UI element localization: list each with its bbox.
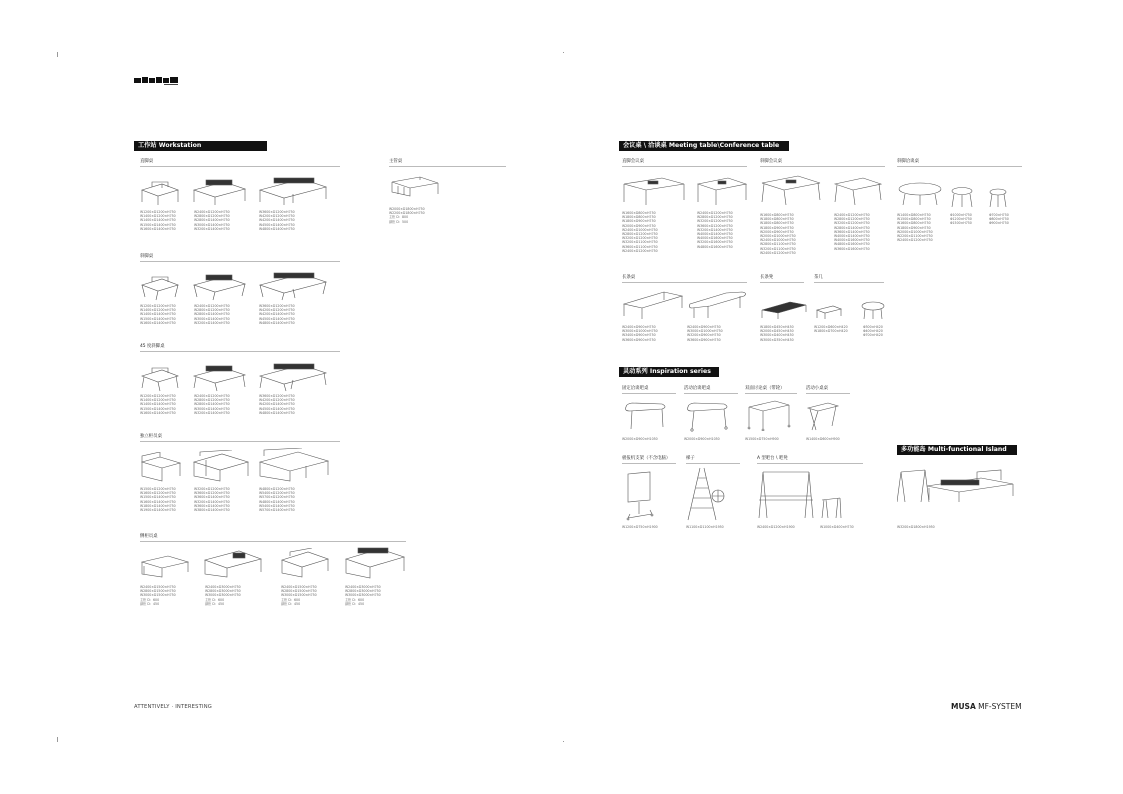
spec-list: W3600×D1200×H750 W4200×D1200×H750 W4200×D1400×H750 W4500×D1400×H750 W4800×D1400×H750: [259, 394, 295, 415]
category-label: 斜脚桌: [140, 254, 154, 259]
spec-list: Φ700×H750 Φ800×H750 Φ900×H750: [989, 213, 1009, 226]
spec-list: W1500×D1200×H750 W1600×D1200×H750 W1500×D1400×H750 W1600×D1400×H750 W1800×D1400×H750 W1900×D1400×H750: [140, 487, 176, 512]
divider: [622, 166, 747, 167]
crop-mark: [57, 52, 58, 57]
crop-mark: [563, 52, 564, 53]
coffee-table-illustration: [860, 301, 886, 321]
island-illustration: [897, 468, 1017, 504]
bar-table-illustration: [684, 397, 732, 433]
desk-illustration: [140, 364, 180, 392]
spec-list: W2400×D1200×H750 W2800×D1200×H750 W3200×D1200×H750 W2800×D1400×H750 W3600×D1400×H750 W4000×D1400×H750 W4000×D1600×H750 W4800×D1600×H750 W3600×D1600×H750: [834, 213, 870, 251]
round-table-illustration: [950, 186, 974, 208]
divider: [140, 441, 340, 442]
spec-list: W2400×D1200×H750 W2800×D1200×H750 W2800×D1400×H750 W3000×D1400×H750 W3200×D1400×H750: [194, 394, 230, 415]
section-title-inspiration: 灵动系列 Inspiration series: [619, 367, 719, 377]
section-title-meeting: 会议桌 \ 洽谈桌 Meeting table\Conference table: [619, 141, 789, 151]
divider: [622, 282, 747, 283]
spec-list: W1200×D600×H420 W1800×D700×H420: [814, 325, 848, 334]
spec-list: W1200×D750×H1900: [622, 525, 658, 529]
discussion-table-illustration: [745, 397, 791, 431]
category-label: A 型吧台 \ 吧凳: [757, 456, 788, 461]
spec-list: W1400×D600×H900: [806, 437, 840, 441]
bench-illustration: [760, 296, 808, 320]
category-label: 板报机支架（不含电脑）: [622, 456, 671, 461]
spec-list: W1600×D800×H750 W1800×D800×H750 W1800×D800×H750 W1800×D900×H750 W2000×D900×H750 W2000×D1000×H750 W2400×D1000×H750 W2800×D1100×H750 W3200×D1100×H750 W2400×D1200×H750: [760, 213, 796, 255]
spec-list: W3600×D1200×H750 W4200×D1200×H750 W4200×D1400×H750 W4500×D1400×H750 W4800×D1400×H750: [259, 304, 295, 325]
spec-list: W1200×D1200×H750 W1400×D1200×H750 W1400×D1400×H750 W1500×D1400×H750 W1600×D1400×H750: [140, 210, 176, 231]
coffee-table-illustration: [815, 304, 843, 320]
category-label: 长条凳: [760, 275, 774, 280]
category-label: 活动小桌桌: [806, 386, 828, 391]
category-label: 侧柜员桌: [140, 534, 158, 539]
section-title-workstation: 工作站 Workstation: [134, 141, 267, 151]
divider: [622, 463, 676, 464]
category-label: 双面讨论桌（带轮）: [745, 386, 785, 391]
desk-illustration: [258, 448, 330, 482]
spec-list: W2400×D1200×H1900: [757, 525, 795, 529]
divider: [140, 166, 340, 167]
desk-illustration: [203, 548, 263, 578]
meeting-table-illustration: [760, 174, 822, 206]
spec-list: W2400×D3000×H750 W2800×D3000×H750 W3000×D3000×H750 主柜 D：600 副柜 D：450: [345, 585, 381, 606]
crop-mark: [563, 741, 564, 742]
category-label: 45 度斜脚桌: [140, 344, 165, 349]
category-label: 直脚会议桌: [622, 159, 644, 164]
spec-list: W2400×D1500×H750 W2800×D1500×H750 W3000×D1500×H750 主柜 D：600 副柜 D：450: [140, 585, 176, 606]
category-label: 长条桌: [622, 275, 636, 280]
desk-illustration: [140, 178, 180, 206]
category-label: 直脚桌: [140, 159, 154, 164]
desk-illustration: [344, 545, 406, 579]
spec-list: W1100×D1100×H1950: [686, 525, 724, 529]
divider: [140, 351, 340, 352]
divider: [140, 261, 340, 262]
category-label: 茶几: [814, 275, 823, 280]
category-label: 活动洽谈吧桌: [684, 386, 711, 391]
divider: [760, 282, 804, 283]
spec-list: W1200×D1200×H750 W1400×D1200×H750 W1400×D1400×H750 W1500×D1400×H750 W1600×D1400×H750: [140, 394, 176, 415]
divider: [686, 463, 740, 464]
spec-list: W2400×D3000×H750 W2800×D3000×H750 W3000×D3000×H750 主柜 D：600 副柜 D：450: [205, 585, 241, 606]
long-table-illustration: [622, 290, 684, 320]
divider: [897, 166, 1022, 167]
spec-list: W1600×D800×H750 W1800×D800×H750 W1800×D900×H750 W2000×D900×H750 W2400×D1000×H750 W2800×D1200×H750 W3200×D1200×H750 W3200×D1100×H750 W3600×D1100×H750 W2400×D1200×H750: [622, 211, 658, 253]
divider: [806, 393, 850, 394]
spec-list: W2000×D1800×H750 W2200×D1800×H750 主柜 D：800 副柜 D：500: [389, 207, 425, 224]
divider: [760, 166, 885, 167]
desk-illustration: [192, 271, 247, 301]
desk-illustration: [192, 450, 250, 482]
ladder-illustration: [686, 466, 728, 522]
divider: [814, 282, 884, 283]
spec-list: W1500×D750×H900: [745, 437, 779, 441]
board-stand-illustration: [624, 470, 656, 522]
spec-list: W3600×D1200×H750 W4200×D1200×H750 W4200×D1400×H750 W4500×D1400×H750 W4800×D1400×H750: [259, 210, 295, 231]
desk-illustration: [140, 452, 182, 482]
category-label: 梯子: [686, 456, 695, 461]
spec-list: Φ1000×H750 Φ1200×H750 Φ1500×H750: [950, 213, 972, 226]
category-label: 主管桌: [389, 159, 403, 164]
spec-list: W2400×D1500×H750 W2800×D1500×H750 W3000×D1500×H750 主柜 D：600 副柜 D：450: [281, 585, 317, 606]
spec-list: W3200×D1200×H750 W3600×D1200×H750 W3600×D1400×H750 W3200×D1400×H750 W3600×D1400×H750 W3800×D1400×H750: [194, 487, 230, 512]
divider: [684, 393, 738, 394]
small-table-illustration: [806, 400, 840, 432]
desk-illustration: [390, 174, 440, 198]
footer-brand: [951, 702, 1022, 711]
round-table-illustration: [988, 187, 1008, 208]
divider: [745, 393, 797, 394]
long-table-illustration: [686, 290, 748, 320]
brand-series: MF-SYSTEM: [975, 702, 1022, 711]
bar-table-illustration: [622, 397, 670, 431]
desk-illustration: [258, 269, 328, 301]
meeting-table-illustration: [622, 176, 686, 206]
spec-list: W2400×D900×H750 W3000×D1000×H750 W3400×D900×H750 W3600×D900×H750: [622, 325, 658, 342]
category-label: 斜脚洽谈桌: [897, 159, 919, 164]
spec-list: W4800×D1200×H750 W5400×D1200×H750 W5700×D1200×H750 W4800×D1400×H750 W5400×D1400×H750 W5700×D1400×H750: [259, 487, 295, 512]
a-frame-bar-illustration: [757, 470, 815, 520]
desk-illustration: [280, 548, 330, 578]
footer-tagline: ATTENTIVELY · INTERESTING: [134, 704, 213, 710]
spec-list: W2400×D1200×H750 W2800×D1200×H750 W2800×D1400×H750 W3000×D1400×H750 W3200×D1400×H750: [194, 210, 230, 231]
spec-list: W2000×D900×H1050: [684, 437, 720, 441]
desk-illustration: [192, 362, 247, 392]
spec-list: W3200×D1800×H1950: [897, 525, 935, 529]
bar-stool-illustration: [820, 496, 842, 520]
desk-illustration: [192, 176, 247, 206]
divider: [389, 166, 506, 167]
desk-illustration: [140, 273, 180, 301]
divider: [757, 463, 863, 464]
brand-logo: [134, 72, 180, 84]
spec-list: W1400×D800×H750 W1500×D800×H750 W1600×D800×H750 W1800×D900×H750 W2000×D1000×H750 W2200×D1100×H750 W2400×D1200×H750: [897, 213, 933, 243]
spec-list: W1800×D450×H450 W2000×D450×H450 W3000×D400×H450 W3000×D350×H450: [760, 325, 794, 342]
spec-list: W2400×D1200×H750 W2800×D1200×H750 W3200×D1200×H750 W3600×D1200×H750 W3200×D1400×H750 W4000×D1400×H750 W4000×D1600×H750 W3200×D1600×H750 W4800×D1600×H750: [697, 211, 733, 249]
spec-list: W1000×D400×H730: [820, 525, 854, 529]
divider: [140, 541, 406, 542]
spec-list: Φ300×H420 Φ400×H420 Φ700×H420: [863, 325, 883, 338]
spec-list: W1200×D1200×H750 W1400×D1200×H750 W1400×D1400×H750 W1500×D1400×H750 W1600×D1400×H750: [140, 304, 176, 325]
desk-illustration: [258, 174, 328, 206]
desk-illustration: [140, 552, 190, 578]
category-label: 斜脚会议桌: [760, 159, 782, 164]
meeting-table-illustration: [833, 176, 883, 206]
brand-name: MUSA: [951, 702, 976, 711]
spec-list: W2400×D1200×H750 W2800×D1200×H750 W2800×D1400×H750 W3000×D1400×H750 W3200×D1400×H750: [194, 304, 230, 325]
crop-mark: [57, 737, 58, 742]
meeting-table-illustration: [696, 176, 748, 206]
desk-illustration: [258, 360, 328, 392]
divider: [622, 393, 676, 394]
spec-list: W2400×D900×H750 W3000×D1000×H750 W3200×D900×H750 W3600×D900×H750: [687, 325, 723, 342]
round-table-illustration: [897, 182, 943, 206]
spec-list: W2000×D900×H1050: [622, 437, 658, 441]
category-label: 独立柜员桌: [140, 434, 162, 439]
category-label: 固定洽谈吧桌: [622, 386, 649, 391]
section-title-island: 多功能岛 Multi-functional Island: [897, 445, 1017, 455]
